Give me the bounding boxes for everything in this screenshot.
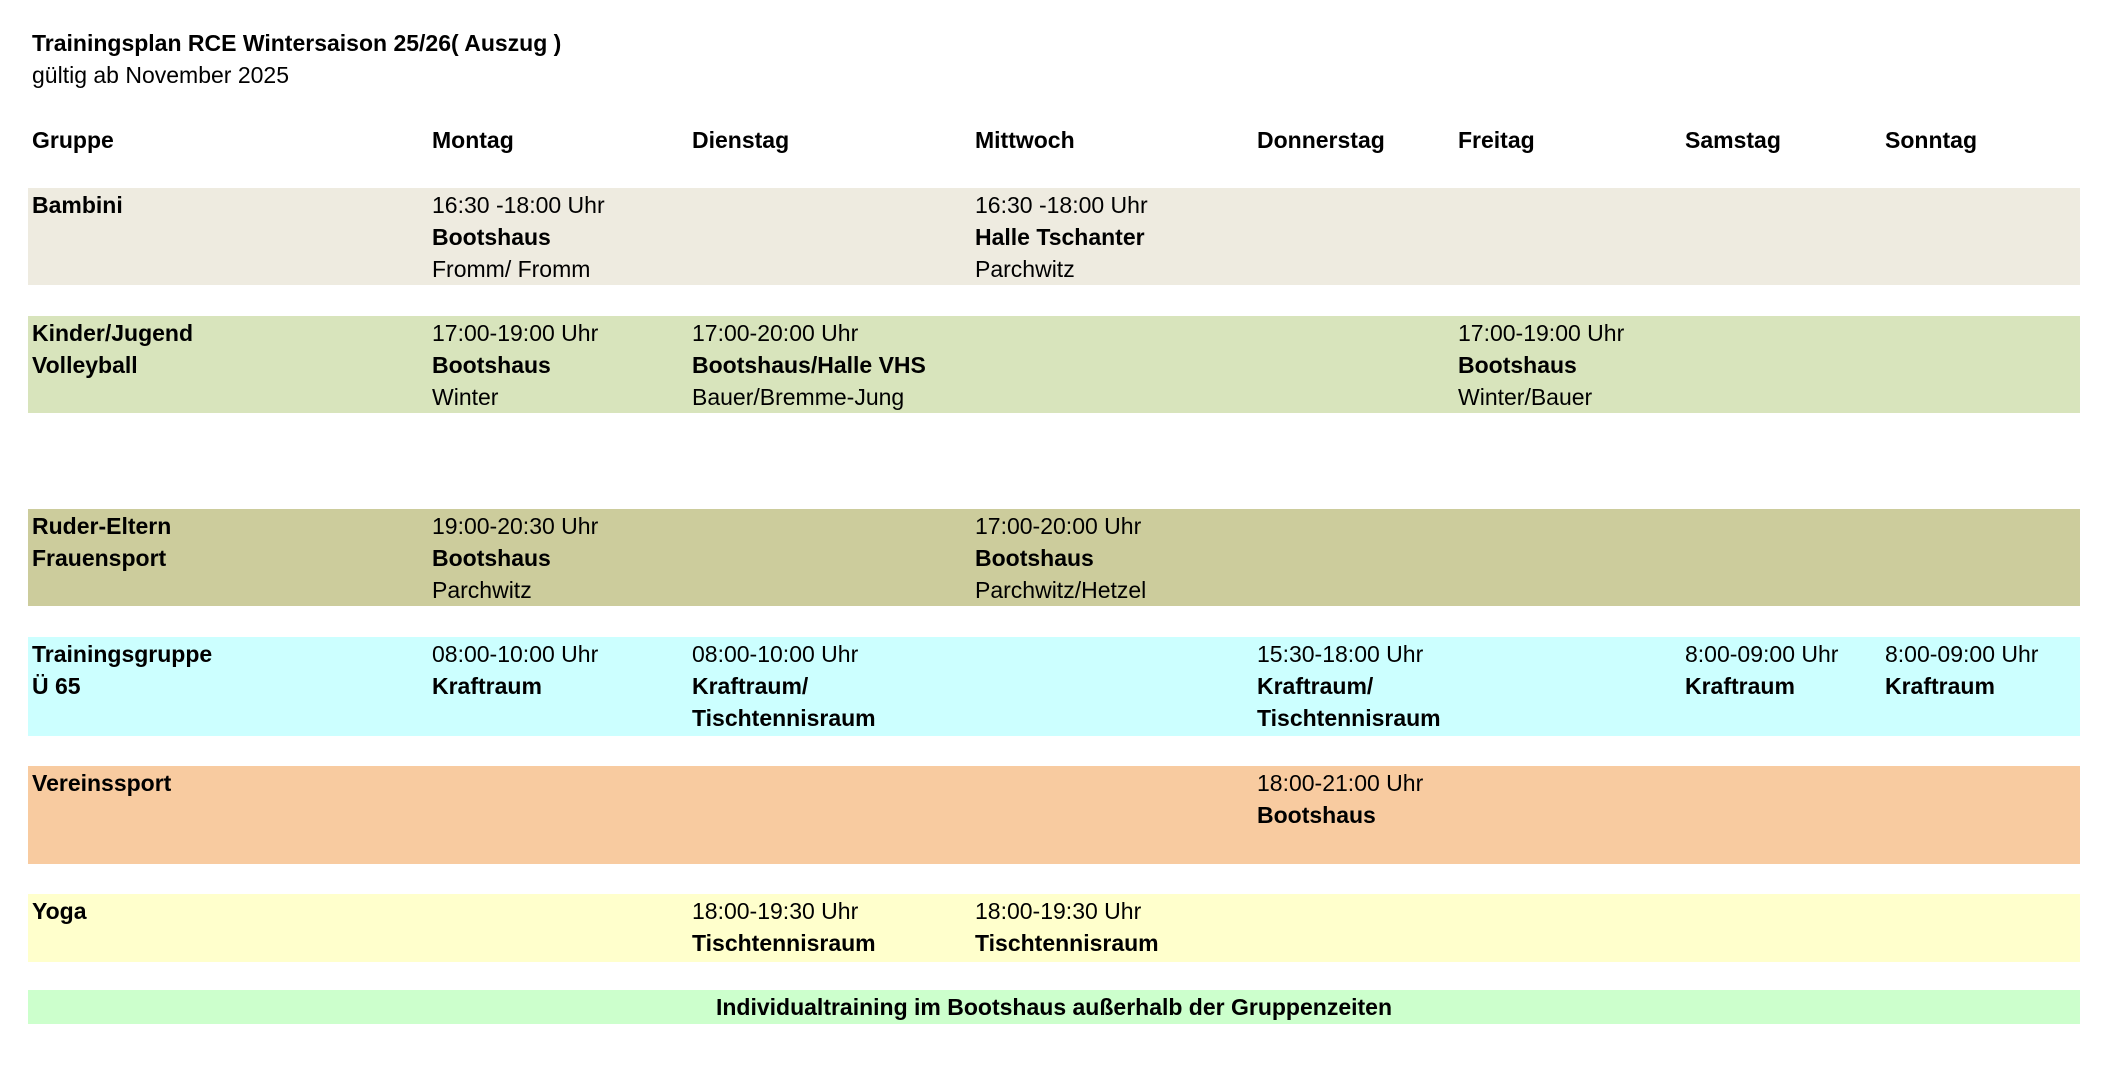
- cell-sonntag: [1885, 638, 2038, 702]
- location: Bootshaus: [975, 545, 1094, 571]
- cell-dienstag: [692, 638, 876, 734]
- location: Kraftraum: [432, 673, 542, 699]
- cell-montag: [432, 638, 598, 702]
- trainer: Parchwitz/Hetzel: [975, 577, 1147, 603]
- document-subtitle: gültig ab November 2025: [32, 62, 289, 88]
- location: Bootshaus: [432, 352, 551, 378]
- time: 18:00-19:30 Uhr: [692, 898, 859, 924]
- location: Bootshaus/Halle VHS: [692, 352, 926, 378]
- group-label: Ruder-Eltern Frauensport: [32, 513, 172, 571]
- location: Kraftraum/: [1257, 673, 1374, 699]
- location: Tischtennisraum: [975, 930, 1159, 956]
- time: 18:00-19:30 Uhr: [975, 898, 1142, 924]
- trainer: Parchwitz: [975, 256, 1075, 282]
- cell-dienstag: [692, 317, 926, 413]
- header-dienstag: Dienstag: [692, 127, 790, 153]
- time: 8:00-09:00 Uhr: [1685, 641, 1839, 667]
- time: 8:00-09:00 Uhr: [1885, 641, 2039, 667]
- cell-donnerstag: [1257, 638, 1441, 734]
- row-trainingsgruppe: [28, 637, 2080, 736]
- cell-dienstag: [692, 895, 876, 959]
- cell-mittwoch: [975, 895, 1159, 959]
- header-donnerstag: Donnerstag: [1257, 127, 1385, 153]
- trainer: Bauer/Bremme-Jung: [692, 384, 905, 410]
- header-gruppe: Gruppe: [32, 127, 114, 153]
- group-label: Trainingsgruppe Ü 65: [32, 641, 213, 699]
- location: Bootshaus: [432, 545, 551, 571]
- time: 08:00-10:00 Uhr: [692, 641, 859, 667]
- location: Kraftraum: [1885, 673, 1995, 699]
- header-samstag: Samstag: [1685, 127, 1781, 153]
- cell-montag: [432, 510, 598, 606]
- time: 08:00-10:00 Uhr: [432, 641, 599, 667]
- location: Kraftraum: [1685, 673, 1795, 699]
- header-freitag: Freitag: [1458, 127, 1535, 153]
- time: 17:00-19:00 Uhr: [432, 320, 599, 346]
- cell-mittwoch: [975, 510, 1146, 606]
- footer-note: Individualtraining im Bootshaus außerhalb der Gruppenzeiten: [28, 990, 2080, 1024]
- trainer: Winter: [432, 384, 499, 410]
- document-title: Trainingsplan RCE Wintersaison 25/26( Auszug ): [32, 30, 562, 56]
- cell-freitag: [1458, 317, 1624, 413]
- location: Kraftraum/: [692, 673, 809, 699]
- location: Bootshaus: [1257, 802, 1376, 828]
- header-sonntag: Sonntag: [1885, 127, 1977, 153]
- trainer: Fromm/ Fromm: [432, 256, 591, 282]
- location: Bootshaus: [432, 224, 551, 250]
- group-label: Bambini: [32, 192, 123, 218]
- location: Halle Tschanter: [975, 224, 1145, 250]
- time: 19:00-20:30 Uhr: [432, 513, 599, 539]
- cell-mittwoch: [975, 189, 1148, 285]
- time: 15:30-18:00 Uhr: [1257, 641, 1424, 667]
- time: 17:00-19:00 Uhr: [1458, 320, 1625, 346]
- row-kinder-jugend: [28, 316, 2080, 413]
- header-montag: Montag: [432, 127, 514, 153]
- group-label: Vereinssport: [32, 770, 172, 796]
- time: 16:30 -18:00 Uhr: [975, 192, 1148, 218]
- location: Tischtennisraum: [692, 930, 876, 956]
- row-vereinssport: [28, 766, 2080, 864]
- row-ruder-eltern: [28, 509, 2080, 606]
- time: 17:00-20:00 Uhr: [692, 320, 859, 346]
- location: Bootshaus: [1458, 352, 1577, 378]
- cell-donnerstag: [1257, 767, 1423, 831]
- cell-montag: [432, 317, 598, 413]
- location-line-2: Tischtennisraum: [692, 705, 876, 731]
- trainer: Parchwitz: [432, 577, 532, 603]
- time: 17:00-20:00 Uhr: [975, 513, 1142, 539]
- header-mittwoch: Mittwoch: [975, 127, 1075, 153]
- group-label: Kinder/Jugend Volleyball: [32, 320, 194, 378]
- cell-montag: [432, 189, 605, 285]
- row-bambini: [28, 188, 2080, 285]
- row-yoga: [28, 894, 2080, 962]
- location-line-2: Tischtennisraum: [1257, 705, 1441, 731]
- trainer: Winter/Bauer: [1458, 384, 1593, 410]
- group-label: Yoga: [32, 898, 87, 924]
- cell-samstag: [1685, 638, 1838, 702]
- time: 18:00-21:00 Uhr: [1257, 770, 1424, 796]
- time: 16:30 -18:00 Uhr: [432, 192, 605, 218]
